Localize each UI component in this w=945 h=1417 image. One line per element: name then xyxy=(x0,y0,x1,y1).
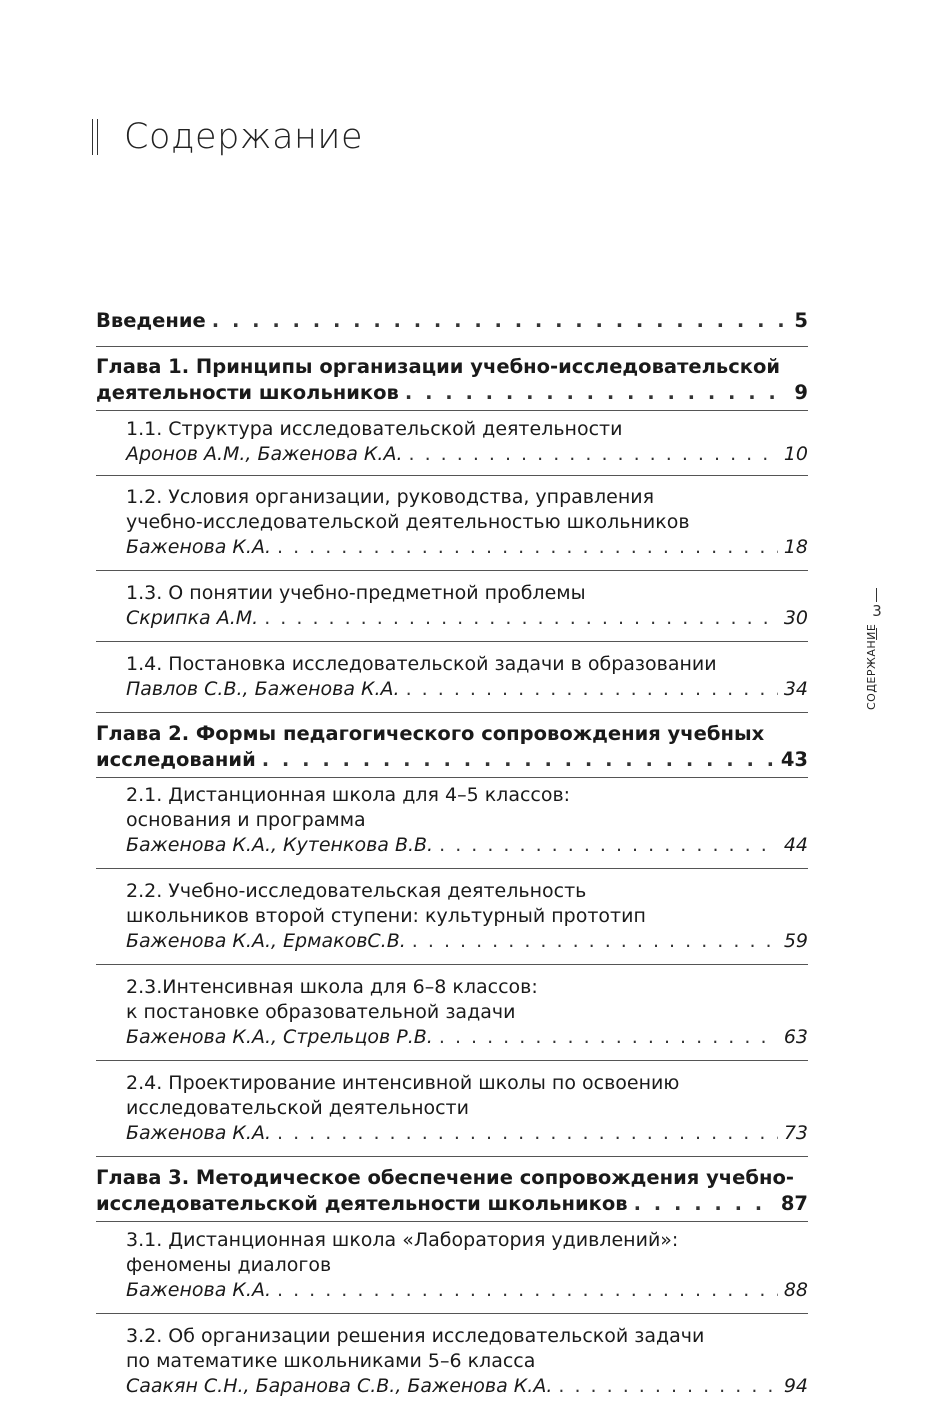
toc-section-2-4-title-line1: 2.4. Проектирование интенсивной школы по освоению xyxy=(126,1072,680,1094)
toc-section-2-4-title-line2: исследовательской деятельности xyxy=(126,1097,469,1119)
toc-section-2-4-page: 73 xyxy=(783,1122,808,1144)
toc-section-2-2-page: 59 xyxy=(783,930,808,952)
toc-section-3-2-title-line2: по математике школьниками 5–6 класса xyxy=(126,1350,536,1372)
toc-section-3-2-title-line1: 3.2. Об организации решения исследовательской задачи xyxy=(126,1325,705,1347)
toc-section-3-2-author: Саакян С.Н., Баранова С.В., Баженова К.А. xyxy=(126,1375,553,1397)
toc-section-2-1-author: Баженова К.А., Кутенкова В.В. xyxy=(126,834,434,856)
toc-section-2-4[interactable] xyxy=(96,1060,808,1156)
toc-chapter-3-page: 87 xyxy=(780,1192,808,1215)
toc-chapter-3[interactable] xyxy=(96,1156,808,1221)
toc-section-2-3-title-line2: к постановке образовательной задачи xyxy=(126,1001,516,1023)
toc-chapter-2-title-line2: исследований xyxy=(96,748,256,771)
toc-chapter-3-title-line2: исследовательской деятельности школьников xyxy=(96,1192,628,1215)
toc-section-1-1-page: 10 xyxy=(783,443,808,465)
toc-section-1-1-title: 1.1. Структура исследовательской деятельности xyxy=(126,418,623,440)
toc-chapter-1-title-line1: Глава 1. Принципы организации учебно-исследовательской xyxy=(96,355,781,378)
toc-chapter-2-page: 43 xyxy=(780,748,808,771)
toc-section-2-1-page: 44 xyxy=(783,834,808,856)
toc-section-1-1-author: Аронов А.М., Баженова К.А. xyxy=(126,443,403,465)
page-title: Содержание xyxy=(124,117,364,157)
toc-section-2-1[interactable] xyxy=(96,777,808,868)
toc-chapter-2[interactable] xyxy=(96,712,808,777)
toc-section-1-2-author: Баженова К.А. xyxy=(126,536,271,558)
toc-section-1-2-page: 18 xyxy=(783,536,808,558)
toc-section-3-2[interactable] xyxy=(96,1313,808,1399)
toc-section-1-3-title: 1.3. О понятии учебно-предметной проблемы xyxy=(126,582,586,604)
toc-section-1-4-author: Павлов С.В., Баженова К.А. xyxy=(126,678,400,700)
toc-chapter-1[interactable] xyxy=(96,346,808,410)
toc-section-1-3[interactable] xyxy=(96,570,808,641)
table-of-contents xyxy=(96,308,808,1399)
toc-section-2-3[interactable] xyxy=(96,964,808,1060)
toc-section-3-1-title-line2: феномены диалогов xyxy=(126,1254,332,1276)
toc-section-1-3-page: 30 xyxy=(783,607,808,629)
toc-section-3-2-page: 94 xyxy=(783,1375,808,1397)
toc-section-1-4-title: 1.4. Постановка исследовательской задачи в образовании xyxy=(126,653,717,675)
toc-section-3-1[interactable] xyxy=(96,1221,808,1313)
toc-section-1-2-title-line2: учебно-исследовательской деятельностью школьников xyxy=(126,511,690,533)
toc-intro-page: 5 xyxy=(794,309,808,332)
toc-section-1-2[interactable] xyxy=(96,475,808,570)
toc-section-2-2-title-line1: 2.2. Учебно-исследовательская деятельность xyxy=(126,880,587,902)
toc-section-2-2-title-line2: школьников второй ступени: культурный прототип xyxy=(126,905,646,927)
heading-bars-ornament xyxy=(92,119,98,155)
toc-section-2-2-author: Баженова К.А., ЕрмаковС.В. xyxy=(126,930,406,952)
toc-section-2-1-title-line1: 2.1. Дистанционная школа для 4–5 классов: xyxy=(126,784,571,806)
toc-intro[interactable] xyxy=(96,308,808,346)
toc-section-1-3-author: Скрипка А.М. xyxy=(126,607,259,629)
toc-section-2-3-page: 63 xyxy=(783,1026,808,1048)
toc-intro-title: Введение xyxy=(96,309,206,332)
toc-section-1-1[interactable] xyxy=(96,410,808,475)
toc-chapter-1-page: 9 xyxy=(794,381,808,404)
toc-section-1-4[interactable] xyxy=(96,641,808,712)
toc-section-2-3-title-line1: 2.3.Интенсивная школа для 6–8 классов: xyxy=(126,976,538,998)
toc-section-2-2[interactable] xyxy=(96,868,808,964)
running-header-label: СОДЕРЖАНИЕ xyxy=(865,623,878,710)
toc-section-2-3-author: Баженова К.А., Стрельцов Р.В. xyxy=(126,1026,433,1048)
toc-section-1-2-title-line1: 1.2. Условия организации, руководства, управления xyxy=(126,486,655,508)
page-heading xyxy=(92,112,363,162)
toc-chapter-1-title-line2: деятельности школьников xyxy=(96,381,399,404)
toc-chapter-2-title-line1: Глава 2. Формы педагогического сопровождения учебных xyxy=(96,722,765,745)
toc-section-3-1-title-line1: 3.1. Дистанционная школа «Лаборатория удивлений»: xyxy=(126,1229,679,1251)
side-divider-top xyxy=(876,588,877,602)
toc-section-1-4-page: 34 xyxy=(783,678,808,700)
toc-chapter-3-title-line1: Глава 3. Методическое обеспечение сопровождения учебно- xyxy=(96,1166,794,1189)
toc-section-2-1-title-line2: основания и программа xyxy=(126,809,366,831)
page-number: 3 xyxy=(872,602,882,620)
toc-section-3-1-page: 88 xyxy=(783,1279,808,1301)
toc-section-2-4-author: Баженова К.А. xyxy=(126,1122,271,1144)
toc-section-3-1-author: Баженова К.А. xyxy=(126,1279,271,1301)
